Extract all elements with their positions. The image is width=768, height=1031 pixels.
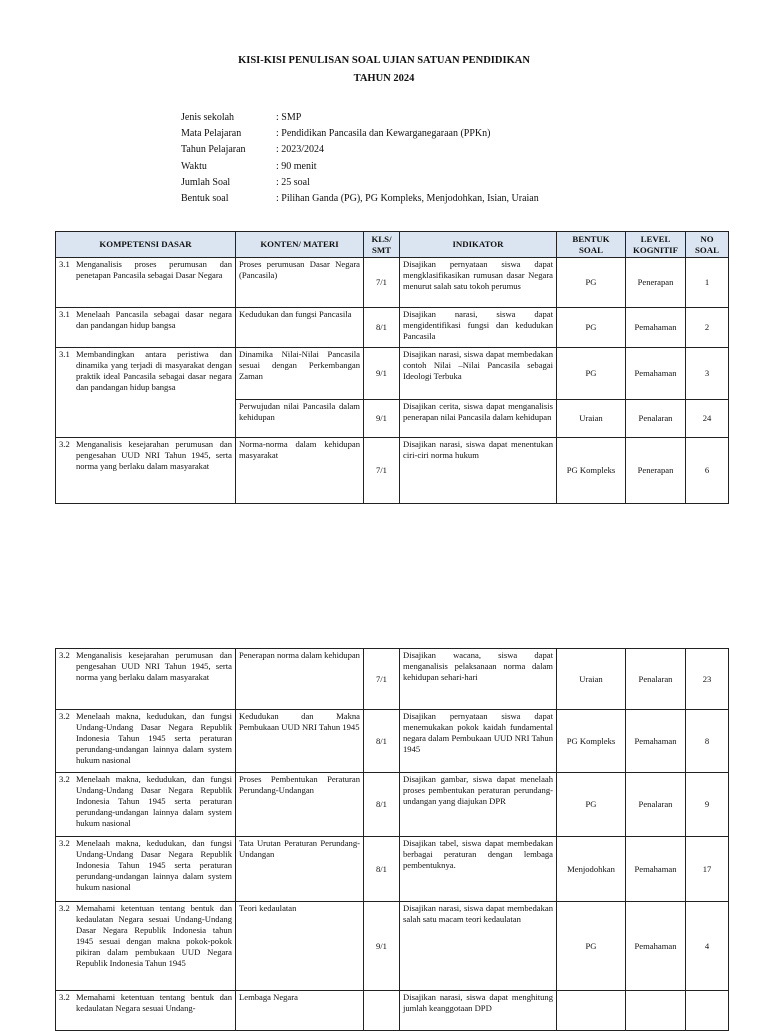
level-cell: Pemahaman bbox=[626, 308, 686, 348]
table-row bbox=[56, 837, 729, 902]
bentuk-cell bbox=[557, 991, 626, 1031]
table-row bbox=[56, 348, 729, 400]
indikator-cell: Disajikan pernyataan siswa dapat menemukakan pokok kaidah fundamental negara dalam Pembukaan UUD NRI Tahun 1945 bbox=[400, 710, 557, 773]
kd-cell: 3.2 Menelaah makna, kedudukan, dan fungsi Undang-Undang Dasar Negara Republik Indonesia Tahun 1945 serta peraturan perundang-undangan lainnya dalam system hukum nasional bbox=[56, 773, 236, 837]
bentuk-cell: PG bbox=[557, 773, 626, 837]
meta-row: Waktu : 90 menit bbox=[181, 160, 317, 172]
level-cell: Penalaran bbox=[626, 649, 686, 710]
indikator-cell: Disajikan narasi, siswa dapat membedakan contoh Nilai –Nilai Pancasila sebagai Ideologi Terbuka bbox=[400, 348, 557, 400]
col-header-bentuk: BENTUK SOAL bbox=[557, 232, 626, 258]
bentuk-cell: PG Kompleks bbox=[557, 710, 626, 773]
kd-cell: 3.2 Menelaah makna, kedudukan, dan fungsi Undang-Undang Dasar Negara Republik Indonesia Tahun 1945 serta peraturan perundang-undangan lainnya dalam system hukum nasional bbox=[56, 837, 236, 902]
col-header-indikator: INDIKATOR bbox=[400, 232, 557, 258]
col-header-level: LEVEL KOGNITIF bbox=[626, 232, 686, 258]
materi-cell: Proses Pembentukan Peraturan Perundang-Undangan bbox=[236, 773, 364, 837]
bentuk-cell: Uraian bbox=[557, 400, 626, 438]
meta-row: Mata Pelajaran : Pendidikan Pancasila dan Kewarganegaraan (PPKn) bbox=[181, 128, 491, 140]
materi-cell: Kedudukan dan fungsi Pancasila bbox=[236, 308, 364, 348]
materi-cell: Teori kedaulatan bbox=[236, 902, 364, 991]
meta-row: Tahun Pelajaran : 2023/2024 bbox=[181, 144, 325, 156]
table-row bbox=[56, 991, 729, 1031]
indikator-cell: Disajikan gambar, siswa dapat menelaah proses pembentukan peraturan perundang-undangan yang diajukan DPR bbox=[400, 773, 557, 837]
meta-row: Jenis sekolah : SMP bbox=[181, 112, 302, 123]
kls-cell: 7/1 bbox=[364, 258, 400, 308]
kls-cell: 9/1 bbox=[364, 348, 400, 400]
meta-row: Bentuk soal : Pilihan Ganda (PG), PG Kompleks, Menjodohkan, Isian, Uraian bbox=[181, 192, 539, 204]
col-header-kd: KOMPETENSI DASAR bbox=[56, 232, 236, 258]
kisi-kisi-table-page-2 bbox=[55, 648, 729, 1031]
indikator-cell: Disajikan narasi, siswa dapat menghitung jumlah keanggotaan DPD bbox=[400, 991, 557, 1031]
no-cell: 2 bbox=[686, 308, 729, 348]
level-cell: Pemahaman bbox=[626, 837, 686, 902]
level-cell: Pemahaman bbox=[626, 348, 686, 400]
kd-cell: 3.2 Memahami ketentuan tentang bentuk dan kedaulatan Negara sesuai Undang-Undang Dasar Negara Republik Indonesia tahun 1945 sesuai dengan makna pokok-pokok pikiran dalam pembukaan UUD Negara Republik Indonesia Tahun 1945 bbox=[56, 902, 236, 991]
level-cell: Penalaran bbox=[626, 400, 686, 438]
bentuk-cell: PG bbox=[557, 902, 626, 991]
level-cell: Pemahaman bbox=[626, 902, 686, 991]
indikator-cell: Disajikan tabel, siswa dapat membedakan berbagai peraturan dengan lembaga pembentuknya. bbox=[400, 837, 557, 902]
kls-cell: 8/1 bbox=[364, 773, 400, 837]
indikator-cell: Disajikan wacana, siswa dapat menganalisis pelaksanaan norma dalam kehidupan sehari-hari bbox=[400, 649, 557, 710]
materi-cell: Lembaga Negara bbox=[236, 991, 364, 1031]
col-header-materi: KONTEN/ MATERI bbox=[236, 232, 364, 258]
kls-cell: 7/1 bbox=[364, 649, 400, 710]
meta-info bbox=[181, 110, 539, 207]
kls-cell: 9/1 bbox=[364, 902, 400, 991]
bentuk-cell: Menjodohkan bbox=[557, 837, 626, 902]
kd-cell: 3.2 Menelaah makna, kedudukan, dan fungsi Undang-Undang Dasar Negara Republik Indonesia Tahun 1945 serta peraturan perundang-undangan lainnya dalam system hukum nasional bbox=[56, 710, 236, 773]
no-cell: 9 bbox=[686, 773, 729, 837]
kd-cell: 3.1 Menelaah Pancasila sebagai dasar negara dan pandangan hidup bangsa bbox=[56, 308, 236, 348]
kls-cell: 8/1 bbox=[364, 837, 400, 902]
document-year: TAHUN 2024 bbox=[353, 73, 415, 84]
level-cell: Pemahaman bbox=[626, 710, 686, 773]
table-row bbox=[56, 258, 729, 308]
no-cell: 24 bbox=[686, 400, 729, 438]
kls-cell: 9/1 bbox=[364, 400, 400, 438]
table-row bbox=[56, 902, 729, 991]
bentuk-cell: PG Kompleks bbox=[557, 438, 626, 504]
level-cell bbox=[626, 991, 686, 1031]
meta-row: Jumlah Soal : 25 soal bbox=[181, 176, 310, 188]
materi-cell: Kedudukan dan Makna Pembukaan UUD NRI Tahun 1945 bbox=[236, 710, 364, 773]
table-row bbox=[56, 438, 729, 504]
indikator-cell: Disajikan narasi, siswa dapat menentukan ciri-ciri norma hukum bbox=[400, 438, 557, 504]
no-cell: 1 bbox=[686, 258, 729, 308]
table-row bbox=[56, 773, 729, 837]
materi-cell: Tata Urutan Peraturan Perundang-Undangan bbox=[236, 837, 364, 902]
kd-cell: 3.2 Menganalisis kesejarahan perumusan dan pengesahan UUD NRI Tahun 1945, serta norma yang berlaku dalam masyarakat bbox=[56, 649, 236, 710]
no-cell: 4 bbox=[686, 902, 729, 991]
kd-cell: 3.2 Memahami ketentuan tentang bentuk dan kedaulatan Negara sesuai Undang- bbox=[56, 991, 236, 1031]
materi-cell: Dinamika Nilai-Nilai Pancasila sesuai dengan Perkembangan Zaman bbox=[236, 348, 364, 400]
level-cell: Penerapan bbox=[626, 438, 686, 504]
col-header-kls: KLS/ SMT bbox=[364, 232, 400, 258]
col-header-no: NO SOAL bbox=[686, 232, 729, 258]
materi-cell: Norma-norma dalam kehidupan masyarakat bbox=[236, 438, 364, 504]
bentuk-cell: PG bbox=[557, 308, 626, 348]
indikator-cell: Disajikan narasi, siswa dapat mengidentifikasi fungsi dan kedudukan Pancasila bbox=[400, 308, 557, 348]
materi-cell: Proses perumusan Dasar Negara (Pancasila) bbox=[236, 258, 364, 308]
no-cell: 17 bbox=[686, 837, 729, 902]
table-header-row bbox=[56, 232, 729, 258]
table-row bbox=[56, 649, 729, 710]
document-title: KISI-KISI PENULISAN SOAL UJIAN SATUAN PENDIDIKAN bbox=[238, 55, 530, 66]
no-cell: 3 bbox=[686, 348, 729, 400]
bentuk-cell: Uraian bbox=[557, 649, 626, 710]
table-row bbox=[56, 308, 729, 348]
level-cell: Penalaran bbox=[626, 773, 686, 837]
indikator-cell: Disajikan narasi, siswa dapat membedakan salah satu macam teori kedaulatan bbox=[400, 902, 557, 991]
kd-cell: 3.2 Menganalisis kesejarahan perumusan dan pengesahan UUD NRI Tahun 1945, serta norma yang berlaku dalam masyarakat bbox=[56, 438, 236, 504]
kls-cell: 7/1 bbox=[364, 438, 400, 504]
kls-cell: 8/1 bbox=[364, 710, 400, 773]
materi-cell: Perwujudan nilai Pancasila dalam kehidupan bbox=[236, 400, 364, 438]
kd-cell: 3.1 Menganalisis proses perumusan dan penetapan Pancasila sebagai Dasar Negara bbox=[56, 258, 236, 308]
indikator-cell: Disajikan pernyataan siswa dapat mengklasifikasikan rumusan dasar Negara menurut salah satu tokoh perumus bbox=[400, 258, 557, 308]
level-cell: Penerapan bbox=[626, 258, 686, 308]
kisi-kisi-table-page-1 bbox=[55, 231, 729, 504]
no-cell: 6 bbox=[686, 438, 729, 504]
table-row bbox=[56, 710, 729, 773]
no-cell: 8 bbox=[686, 710, 729, 773]
kls-cell: 8/1 bbox=[364, 308, 400, 348]
kd-cell: 3.1 Membandingkan antara peristiwa dan dinamika yang terjadi di masyarakat dengan praktik ideal Pancasila sebagai dasar negara dan pandangan hidup bangsa bbox=[56, 348, 236, 438]
no-cell bbox=[686, 991, 729, 1031]
kls-cell bbox=[364, 991, 400, 1031]
bentuk-cell: PG bbox=[557, 258, 626, 308]
materi-cell: Penerapan norma dalam kehidupan bbox=[236, 649, 364, 710]
indikator-cell: Disajikan cerita, siswa dapat menganalisis penerapan nilai Pancasila dalam kehidupan bbox=[400, 400, 557, 438]
no-cell: 23 bbox=[686, 649, 729, 710]
bentuk-cell: PG bbox=[557, 348, 626, 400]
